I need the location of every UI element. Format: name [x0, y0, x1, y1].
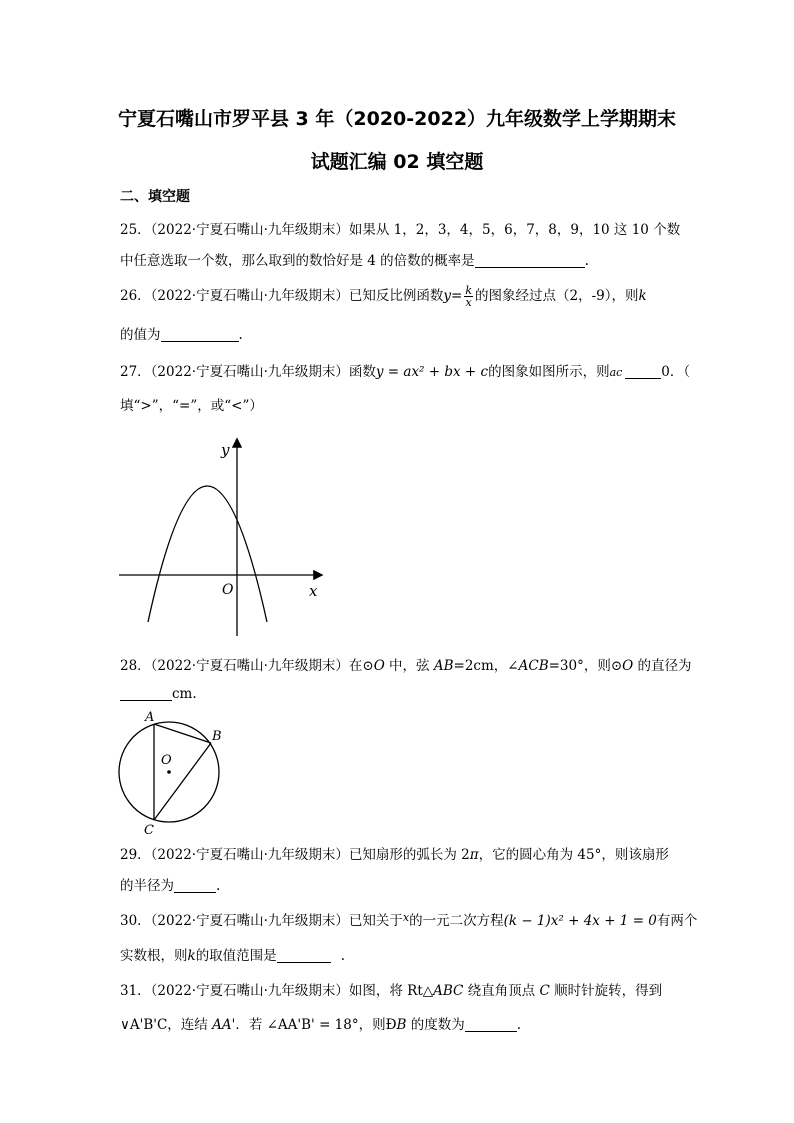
question-31-text-4: ∨A'B'C，连结 [120, 1017, 213, 1033]
question-28-text-2: 中，弦 [384, 658, 434, 674]
question-28-line-2 [120, 686, 197, 702]
question-28-text-3: =2cm，∠ [453, 658, 519, 674]
fraction-k-over-x [464, 285, 473, 308]
var-ac: ac [609, 366, 623, 379]
equals-sign: = [451, 288, 463, 304]
var-k: k [638, 288, 647, 304]
unit-cm: cm. [172, 686, 197, 702]
symbol-pi: π [469, 847, 479, 863]
period: . [340, 948, 345, 964]
question-30-text: 30．（2022·宁夏石嘴山·九年级期末）已知关于 [120, 913, 403, 929]
question-26-text-2: 的图象经过点（2，-9），则 [475, 288, 639, 304]
var-C: C [539, 983, 550, 999]
question-30-text-3: 有两个 [656, 913, 698, 929]
var-AB: AB [433, 658, 454, 674]
question-28-text-4: =30°，则⊙ [548, 658, 623, 674]
question-30-text-5: 的取值范围是 [195, 948, 277, 964]
question-29-text-2: ，它的圆心角为 45°，则该扇形 [478, 847, 669, 863]
label-B: B [212, 729, 222, 744]
period: . [516, 1017, 522, 1033]
question-27-text-3: 0．（ [661, 364, 691, 380]
var-x: x [402, 911, 410, 924]
answer-blank-29 [174, 878, 216, 893]
question-26-line-1 [120, 284, 647, 308]
parabola-graph [115, 430, 335, 642]
question-28-line-1 [120, 654, 692, 674]
question-29-text-3: 的半径为 [120, 878, 174, 894]
var-ABC: ABC [433, 983, 464, 999]
period: . [216, 878, 221, 894]
label-A: A [145, 710, 155, 725]
quadratic-formula: y = ax² + bx + c [375, 364, 489, 380]
answer-blank-31 [465, 1017, 517, 1032]
answer-blank-25 [475, 253, 585, 268]
question-30-line-2 [120, 944, 345, 964]
question-27-text-2: 的图象如图所示，则 [488, 364, 610, 380]
section-heading: 二、填空题 [120, 189, 190, 205]
question-31-line-1 [120, 979, 662, 999]
var-ACB: ACB [518, 658, 549, 674]
question-31-text: 31．（2022·宁夏石嘴山·九年级期末）如图，将 Rt△ [120, 983, 434, 999]
question-31-text-2: 绕直角顶点 [463, 983, 540, 999]
origin-label: O [222, 582, 234, 598]
question-31-text-5: ．若 ∠AA'B' = 18°，则Ð [235, 1017, 397, 1033]
quadratic-equation: (k − 1)x² + 4x + 1 = 0 [503, 913, 657, 929]
question-27-line-2: 填“>”，“=”，或“<”） [120, 398, 263, 414]
circle-figure [112, 707, 230, 839]
question-27-line-1 [120, 360, 690, 380]
var-k: k [187, 948, 196, 964]
period: . [238, 327, 243, 343]
document-title-line-1: 宁夏石嘴山市罗平县 3 年（2020-2022）九年级数学上学期期末 [117, 108, 677, 130]
question-28-text-5: 的直径为 [633, 658, 692, 674]
question-31-text-6: 的度数为 [406, 1017, 465, 1033]
question-30-text-4: 实数根，则 [120, 948, 188, 964]
fraction-numerator: k [465, 284, 472, 297]
answer-blank-30 [277, 948, 331, 963]
answer-blank-27 [625, 364, 661, 379]
question-27-text: 27．（2022·宁夏石嘴山·九年级期末）函数 [120, 364, 376, 380]
center-point [167, 770, 171, 774]
answer-blank-28 [120, 686, 172, 701]
question-26-text-3: 的值为 [120, 327, 161, 343]
question-26-text: 26．（2022·宁夏石嘴山·九年级期末）已知反比例函数 [120, 288, 444, 304]
var-AA-prime: AA' [212, 1017, 236, 1033]
question-30-text-2: 的一元二次方程 [409, 913, 504, 929]
var-B: B [396, 1017, 407, 1033]
question-25-text: 中任意选取一个数，那么取到的数恰好是 4 的倍数的概率是 [120, 253, 475, 269]
question-29-text: 29．（2022·宁夏石嘴山·九年级期末）已知扇形的弧长为 2 [120, 847, 470, 863]
question-25-line-2 [120, 249, 589, 269]
question-29-line-2 [120, 874, 220, 894]
question-31-line-2 [120, 1013, 521, 1033]
answer-blank-26 [161, 327, 239, 342]
label-C: C [144, 823, 154, 838]
fraction-denominator: x [465, 296, 472, 309]
question-26-line-2 [120, 323, 243, 343]
label-O: O [161, 753, 172, 768]
document-title-line-2: 试题汇编 02 填空题 [310, 151, 484, 173]
period: . [584, 253, 589, 269]
chord-AB [154, 724, 211, 743]
question-31-text-3: 顺时针旋转，得到 [549, 983, 663, 999]
var-y: y [443, 288, 452, 304]
x-axis-label: x [309, 582, 318, 600]
question-29-line-1 [120, 843, 669, 863]
y-axis-label: y [221, 441, 230, 459]
parabola-curve [148, 486, 267, 622]
question-25-line-1: 25．（2022·宁夏石嘴山·九年级期末）如果从 1，2，3，4，5，6，7，8，9，10 这 10 个数 [120, 222, 681, 238]
question-28-text: 28．（2022·宁夏石嘴山·九年级期末）在⊙ [120, 658, 374, 674]
question-30-line-1 [120, 909, 697, 929]
var-O: O [373, 658, 385, 674]
var-O: O [622, 658, 634, 674]
